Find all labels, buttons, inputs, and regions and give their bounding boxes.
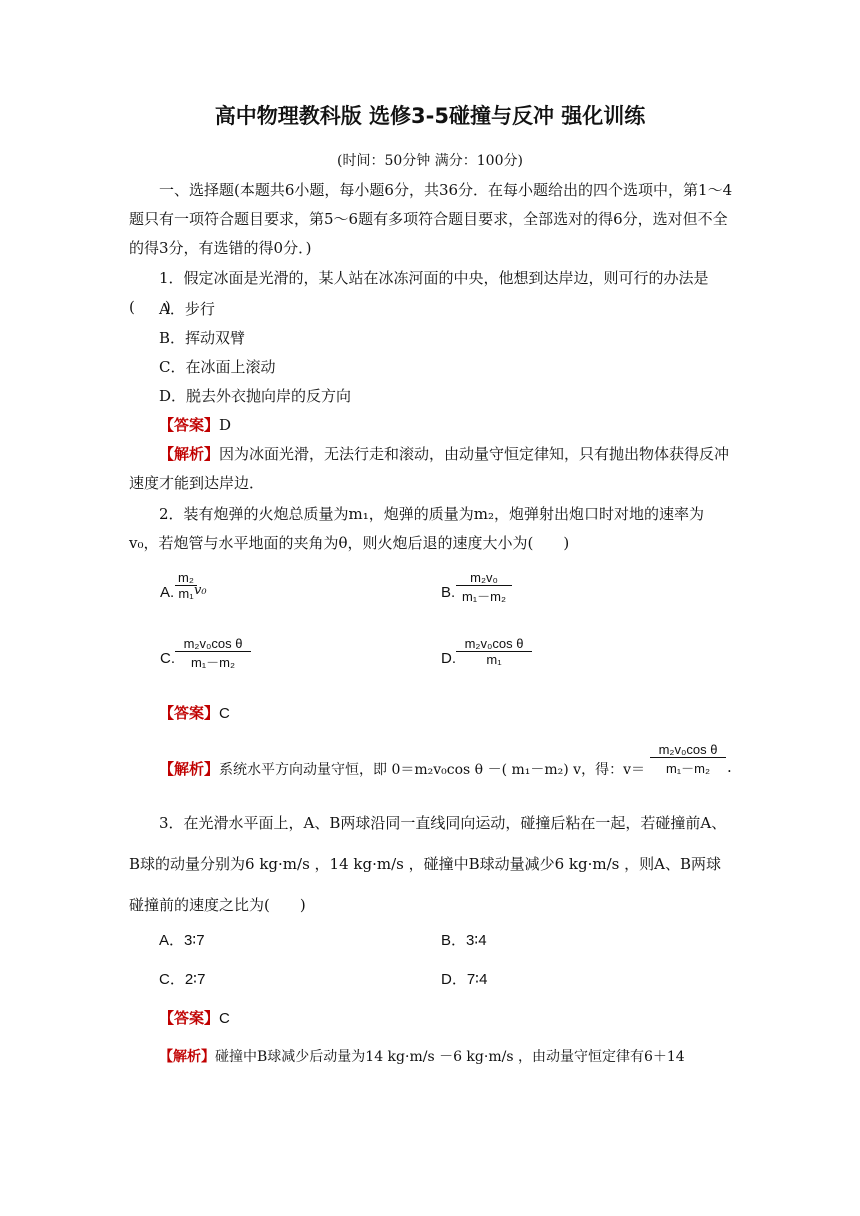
answer-tag: 【答案】	[159, 1010, 220, 1027]
q3-answer	[159, 1007, 230, 1028]
fraction	[175, 636, 251, 671]
q2-analysis-fraction	[650, 742, 726, 777]
option-label: A.	[160, 584, 175, 601]
q1-option-c: C．在冰面上滚动	[159, 358, 276, 376]
page-subtitle: (时间：50分钟 满分：100分)	[337, 153, 523, 169]
q2-analysis	[159, 758, 645, 779]
answer-tag: 【答案】	[159, 416, 220, 434]
q2-answer	[159, 702, 230, 723]
page-title: 高中物理教科版 选修3-5碰撞与反冲 强化训练	[214, 104, 646, 128]
answer-value: C	[219, 1010, 230, 1027]
q1-stem: 1．假定冰面是光滑的，某人站在冰冻河面的中央，他想到达岸边，则可行的办法是( )	[129, 269, 709, 316]
option-label: B.	[441, 584, 456, 601]
fraction-numerator: m₂v₀cos θ	[183, 636, 243, 651]
answer-value: C	[219, 705, 230, 722]
analysis-tag: 【解析】	[159, 445, 220, 463]
fraction	[456, 570, 512, 605]
answer-value: D	[219, 416, 232, 434]
fraction-numerator: m₂	[178, 570, 194, 585]
fraction-denominator: m₁－m₂	[461, 589, 507, 604]
option-label: D.	[441, 650, 456, 667]
q1-option-b: B．挥动双臂	[159, 329, 246, 347]
q2-analysis-end: .	[727, 758, 732, 776]
fraction-denominator: m₁－m₂	[190, 655, 236, 670]
fraction-numerator: m₂v₀cos θ	[658, 742, 718, 757]
fraction-numerator: m₂v₀cos θ	[464, 636, 524, 651]
answer-tag: 【答案】	[159, 705, 220, 722]
q2-stem: 2．装有炮弹的火炮总质量为m₁，炮弹的质量为m₂，炮弹射出炮口时对地的速率为v₀，若炮管与水平地面的夹角为θ，则火炮后退的速度大小为( )	[129, 505, 705, 552]
fraction	[456, 636, 532, 667]
fraction-denominator: m₁	[486, 652, 502, 667]
q3-option-a: A．3∶7	[159, 932, 205, 949]
q3-stem: 3．在光滑水平面上，A、B两球沿同一直线同向运动，碰撞后粘在一起，若碰撞前A、B球的动量分别为6 kg·m/s ，14 kg·m/s ，碰撞中B球动量减少6 kg·m/s ，则A、B两球碰撞前的速度之比为( )	[129, 814, 727, 914]
option-label: C.	[160, 650, 175, 667]
option-suffix: v₀	[194, 583, 207, 598]
q1-option-a: A．步行	[159, 300, 215, 318]
q3-option-d: D．7∶4	[441, 971, 488, 988]
analysis-tag: 【解析】	[159, 760, 220, 778]
fraction-numerator: m₂v₀	[470, 570, 498, 585]
fraction-denominator: m₁	[178, 586, 194, 601]
fraction-denominator: m₁－m₂	[665, 761, 711, 776]
section-intro: 一、选择题(本题共6小题，每小题6分，共36分．在每小题给出的四个选项中，第1～4题只有一项符合题目要求，第5～6题有多项符合题目要求，全部选对的得6分，选对但不全的得3分，有选错的得0分．)	[129, 181, 733, 257]
analysis-text: 因为冰面光滑，无法行走和滚动，由动量守恒定律知，只有抛出物体获得反冲速度才能到达岸边．	[129, 445, 730, 492]
q1-answer	[159, 414, 231, 435]
q1-option-d: D．脱去外衣抛向岸的反方向	[159, 387, 352, 405]
q1-analysis	[129, 440, 733, 498]
q3-analysis	[159, 1046, 685, 1066]
analysis-text: 碰撞中B球减少后动量为14 kg·m/s －6 kg·m/s ，由动量守恒定律有6＋14	[215, 1049, 685, 1065]
q3-option-c: C．2∶7	[159, 971, 206, 988]
analysis-tag: 【解析】	[159, 1049, 215, 1065]
q3-option-b: B．3∶4	[441, 932, 487, 949]
analysis-text: 系统水平方向动量守恒，即 0＝m₂v₀cos θ －( m₁－m₂) v，得：v＝	[219, 762, 645, 778]
